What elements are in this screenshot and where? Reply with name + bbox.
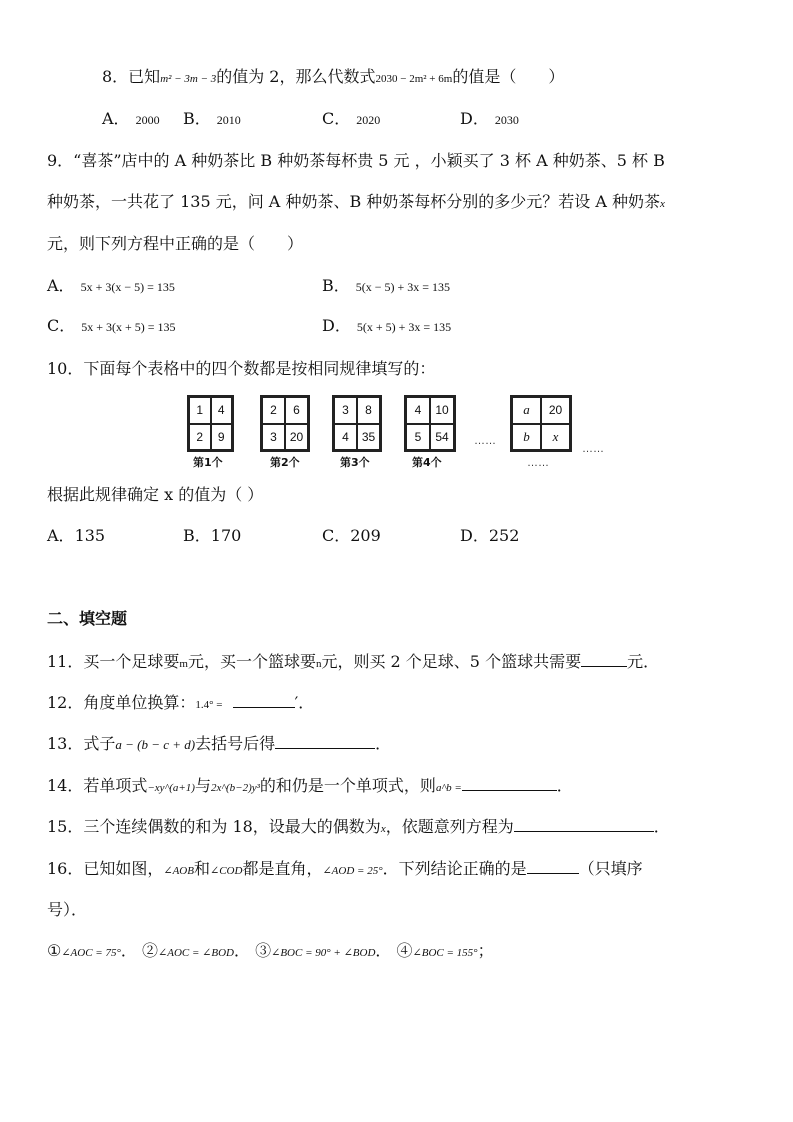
q16-item-3: ③∠BOC = 90° + ∠BOD． (255, 941, 392, 960)
caption-2: 第2个 (270, 456, 300, 469)
section-title: 二、填空题 (47, 609, 128, 628)
q10-option-b[interactable]: B．170 (183, 526, 242, 545)
q10-question: 根据此规律确定 x 的值为（ ） (47, 485, 264, 504)
q16-line2: 号）． (47, 900, 88, 919)
table-n: a 20 b x (510, 395, 572, 452)
q16-item-4: ④∠BOC = 155°； (396, 941, 494, 960)
q8-mid: 的值为 2，那么代数式 (216, 67, 376, 86)
q16-item-1: ①∠AOC = 75°． (47, 941, 137, 960)
q8-stem (102, 66, 564, 90)
q16-blank[interactable] (527, 857, 579, 874)
q9-option-d[interactable]: D． 5(x + 5) + 3x = 135 (322, 316, 452, 335)
q8-expr2: 2030 − 2m² + 6m (375, 73, 453, 85)
q9-line3: 元，则下列方程中正确的是（ ） (47, 234, 304, 253)
dots-2: …… (527, 457, 549, 469)
q10-option-a[interactable]: A．135 (47, 526, 106, 545)
q12-blank[interactable] (233, 691, 295, 708)
q15-blank[interactable] (514, 815, 654, 832)
q9-line2: 种奶茶，一共花了 135 元，问 A 种奶茶、B 种奶茶每杯分别的多少元？若设 A 种奶茶x (47, 192, 665, 211)
table-4: 4 10 5 54 (404, 395, 456, 452)
q15: 15．三个连续偶数的和为 18，设最大的偶数为x，依题意列方程为 ． (47, 817, 670, 836)
q8-prefix: 8．已知 (102, 67, 161, 86)
caption-4: 第4个 (412, 456, 442, 469)
q9-line1: 9．“喜茶”店中的 A 种奶茶比 B 种奶茶每杯贵 5 元 ，小颖买了 3 杯 A 种奶茶、5 杯 B (47, 151, 665, 170)
q11-blank[interactable] (581, 650, 627, 667)
q14: 14．若单项式−xy^(a+1)与2x^(b−2)y³的和仍是一个单项式，则a^b = ． (47, 776, 573, 795)
q13: 13．式子a − (b − c + d)去括号后得 ． (47, 734, 392, 753)
q8-expr1: m² − 3m − 3 (160, 73, 217, 85)
caption-1: 第1个 (193, 456, 223, 469)
q12: 12．角度单位换算：1.4° = ′． (47, 693, 315, 712)
dots-3: …… (582, 443, 604, 455)
q11: 11．买一个足球要m元，买一个篮球要n元，则买 2 个足球、5 个篮球共需要 元． (47, 652, 660, 671)
q8-suffix: 的值是（ ） (452, 67, 565, 86)
q16: 16．已知如图，∠AOB和∠COD都是直角，∠AOD = 25°．下列结论正确的是 （只填序 (47, 859, 643, 878)
q8-option-c[interactable]: C． 2020 (322, 109, 381, 128)
q10-option-d[interactable]: D．252 (460, 526, 520, 545)
q13-blank[interactable] (275, 732, 375, 749)
q16-items (47, 940, 494, 964)
q9-option-a[interactable]: A． 5x + 3(x − 5) = 135 (47, 276, 175, 295)
table-2: 2 6 3 20 (260, 395, 310, 452)
q8-option-a[interactable]: A． 2000 (102, 109, 160, 128)
q9-option-c[interactable]: C． 5x + 3(x + 5) = 135 (47, 316, 176, 335)
q8-option-b[interactable]: B． 2010 (183, 109, 241, 128)
q10-stem: 10．下面每个表格中的四个数都是按相同规律填写的： (47, 359, 436, 378)
table-1: 1 4 2 9 (187, 395, 234, 452)
dots-1: …… (474, 435, 496, 447)
q8-option-d[interactable]: D． 2030 (460, 109, 519, 128)
q10-tables-figure (187, 391, 607, 471)
q10-option-c[interactable]: C．209 (322, 526, 381, 545)
q14-blank[interactable] (462, 774, 557, 791)
q16-item-2: ②∠AOC = ∠BOD． (142, 941, 250, 960)
q9-option-b[interactable]: B． 5(x − 5) + 3x = 135 (322, 276, 451, 295)
table-3: 3 8 4 35 (332, 395, 382, 452)
caption-3: 第3个 (340, 456, 370, 469)
